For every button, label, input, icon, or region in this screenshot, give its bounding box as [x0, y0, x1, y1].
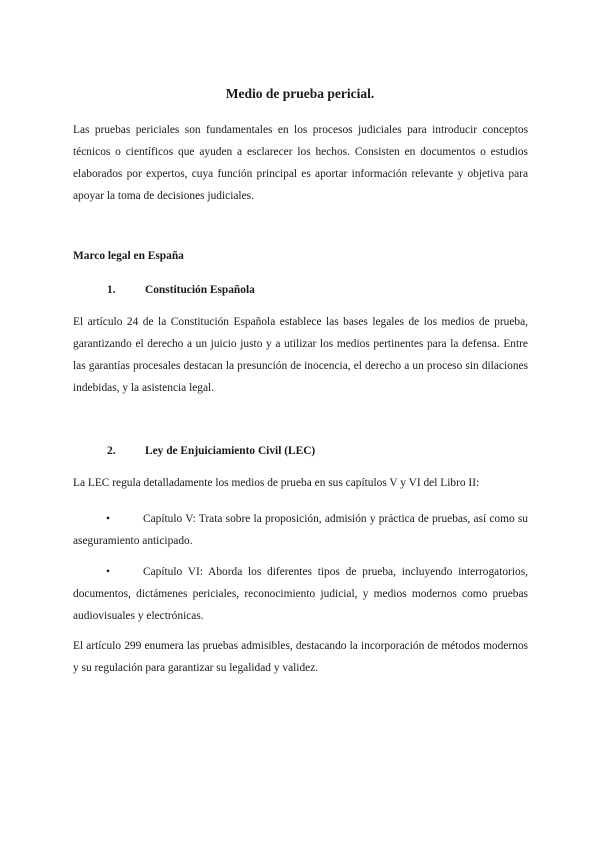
- document-title: Medio de prueba pericial.: [225, 86, 375, 101]
- subsection-title: Ley de Enjuiciamiento Civil (LEC): [145, 445, 316, 457]
- bullet-text: Capítulo V: Trata sobre la proposición, admisión y práctica de pruebas, así como su aseguramiento anticipado.: [73, 513, 528, 547]
- subsection-title: Constitución Española: [145, 284, 255, 296]
- subsection-number: 1.: [107, 284, 116, 296]
- bullet-marker: •: [106, 566, 110, 578]
- constitucion-paragraph: El artículo 24 de la Constitución Española establece las bases legales de los medios de prueba, garantizando el derecho a un juicio justo y a utilizar los medios pertinentes para la defensa. Entre las garantías procesales destacan la presunción de inocencia, el derecho a un proceso sin dilaciones indebidas, y la asistencia legal.: [73, 316, 528, 394]
- bullet-text: Capítulo VI: Aborda los diferentes tipos de prueba, incluyendo interrogatorios, documentos, dictámenes periciales, reconocimiento judicial, y medios modernos como pruebas audiovisuales y electrónicas.: [73, 566, 528, 622]
- bullet-item: [73, 508, 528, 552]
- section-heading-marco-legal: Marco legal en España: [73, 250, 184, 262]
- subsection-heading-constitucion: [107, 279, 255, 301]
- subsection-number: 2.: [107, 445, 116, 457]
- lec-closing-paragraph: El artículo 299 enumera las pruebas admisibles, destacando la incorporación de métodos modernos y su regulación para garantizar su legalidad y validez.: [73, 640, 528, 674]
- lec-intro-paragraph: La LEC regula detalladamente los medios de prueba en sus capítulos V y VI del Libro II:: [73, 477, 480, 489]
- bullet-marker: •: [106, 513, 110, 525]
- intro-paragraph: Las pruebas periciales son fundamentales en los procesos judiciales para introducir conceptos técnicos o científicos que ayuden a esclarecer los hechos. Consisten en documentos o estudios elaborados por expertos, cuya función principal es aportar información relevante y objetiva para apoyar la toma de decisiones judiciales.: [73, 124, 528, 202]
- bullet-item: [73, 561, 528, 627]
- subsection-heading-lec: [107, 440, 315, 462]
